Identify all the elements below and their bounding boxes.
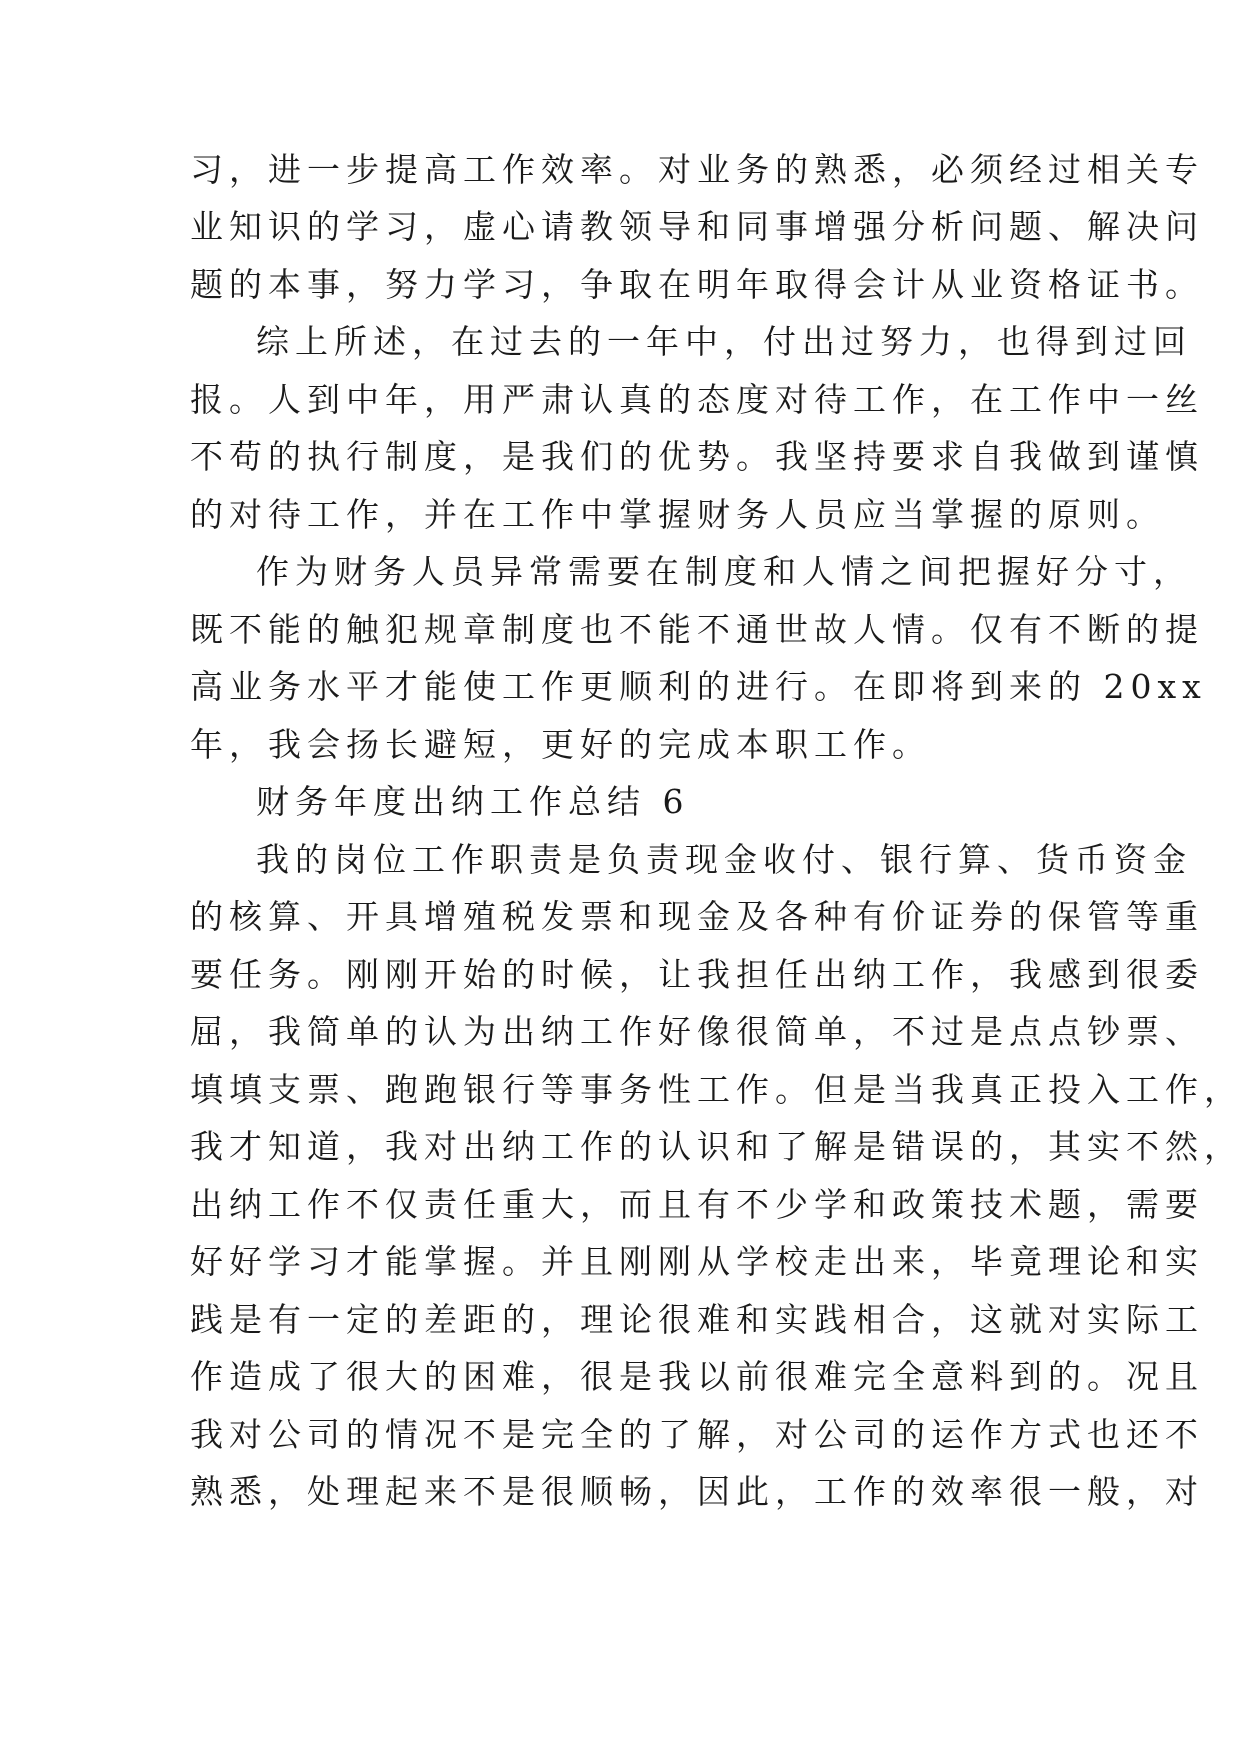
text-line: 年，我会扬长避短，更好的完成本职工作。	[190, 725, 931, 764]
text-line: 我的岗位工作职责是负责现金收付、银行算、货币资金	[256, 840, 1192, 879]
text-line: 不苟的执行制度，是我们的优势。我坚持要求自我做到谨慎	[190, 437, 1204, 476]
text-line: 作为财务人员异常需要在制度和人情之间把握好分寸，	[256, 552, 1192, 591]
text-line: 的核算、开具增殖税发票和现金及各种有价证券的保管等重	[190, 897, 1204, 936]
text-line: 好好学习才能掌握。并且刚刚从学校走出来，毕竟理论和实	[190, 1242, 1204, 1281]
text-line: 填填支票、跑跑银行等事务性工作。但是当我真正投入工作，	[190, 1070, 1243, 1109]
section-heading: 财务年度出纳工作总结 6	[256, 782, 690, 821]
text-line: 报。人到中年，用严肃认真的态度对待工作，在工作中一丝	[190, 380, 1204, 419]
text-line: 题的本事，努力学习，争取在明年取得会计从业资格证书。	[190, 265, 1204, 304]
text-line: 出纳工作不仅责任重大，而且有不少学和政策技术题，需要	[190, 1185, 1204, 1224]
text-line: 综上所述，在过去的一年中，付出过努力，也得到过回	[256, 322, 1192, 361]
text-line: 我才知道，我对出纳工作的认识和了解是错误的，其实不然，	[190, 1127, 1243, 1166]
text-line: 屈，我简单的认为出纳工作好像很简单，不过是点点钞票、	[190, 1012, 1204, 1051]
text-line: 高业务水平才能使工作更顺利的进行。在即将到来的 20xx	[190, 667, 1207, 706]
text-line: 习，进一步提高工作效率。对业务的熟悉，必须经过相关专	[190, 150, 1204, 189]
text-line: 作造成了很大的困难，很是我以前很难完全意料到的。况且	[190, 1357, 1204, 1396]
text-line: 的对待工作，并在工作中掌握财务人员应当掌握的原则。	[190, 495, 1165, 534]
text-line: 我对公司的情况不是完全的了解，对公司的运作方式也还不	[190, 1415, 1204, 1454]
text-line: 既不能的触犯规章制度也不能不通世故人情。仅有不断的提	[190, 610, 1204, 649]
text-line: 践是有一定的差距的，理论很难和实践相合，这就对实际工	[190, 1300, 1204, 1339]
text-line: 要任务。刚刚开始的时候，让我担任出纳工作，我感到很委	[190, 955, 1204, 994]
text-line: 业知识的学习，虚心请教领导和同事增强分析问题、解决问	[190, 207, 1204, 246]
text-line: 熟悉，处理起来不是很顺畅，因此，工作的效率很一般，对	[190, 1472, 1204, 1511]
